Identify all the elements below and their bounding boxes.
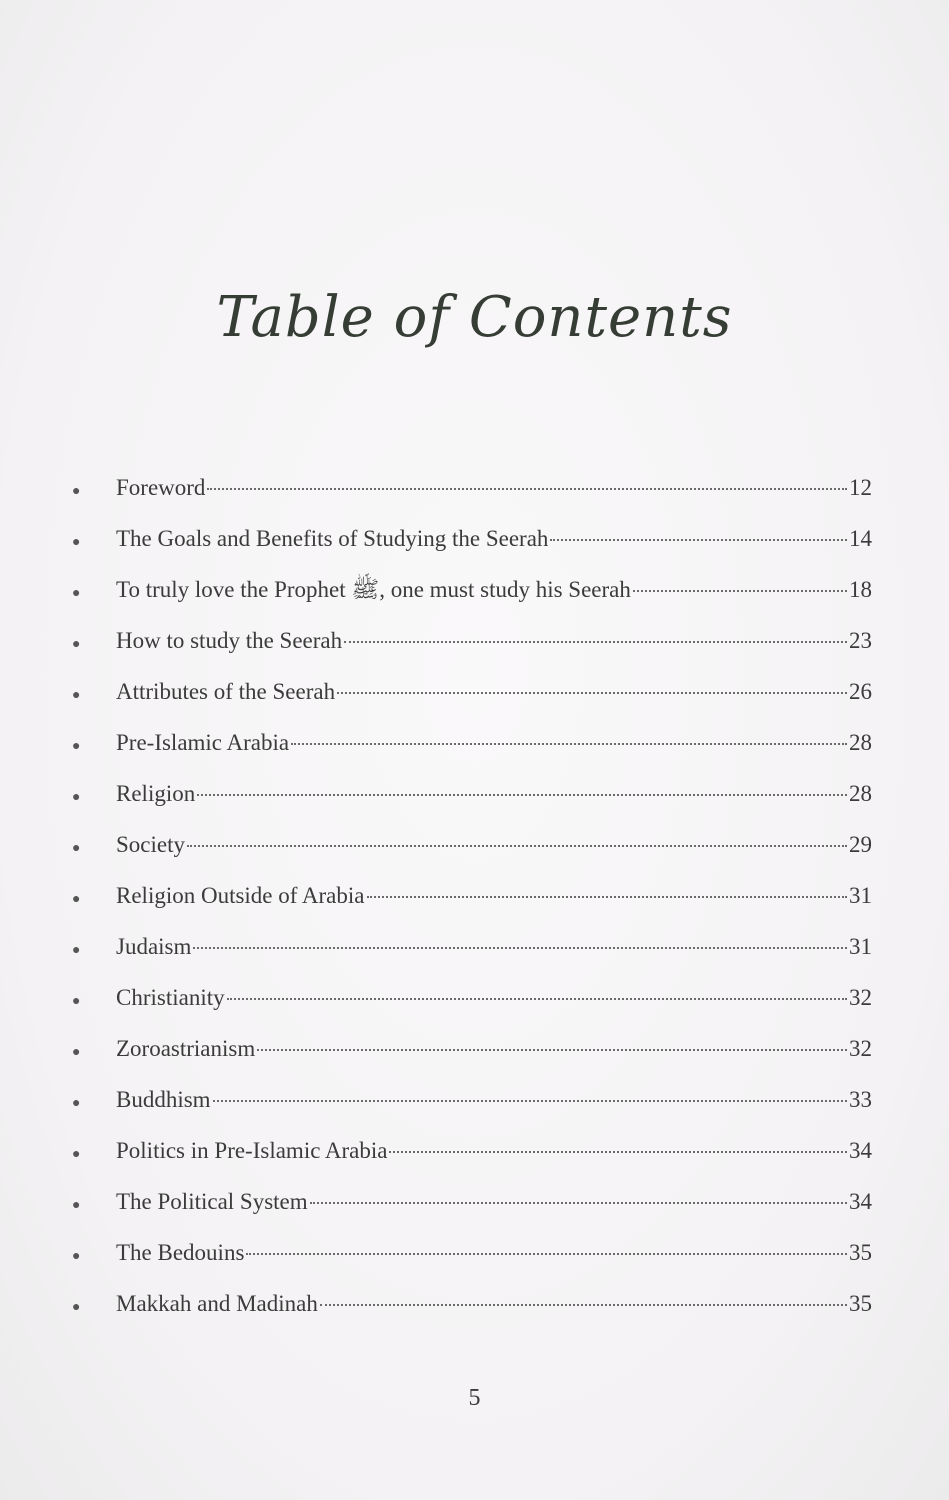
toc-entry-page: 26 [849, 679, 872, 704]
toc-entry [72, 1074, 872, 1125]
dot-leader [193, 947, 847, 949]
toc-entry-title: Judaism [116, 934, 192, 959]
toc-entry-page: 29 [849, 832, 872, 857]
toc-entry [72, 717, 872, 768]
bullet-icon: ● [72, 484, 81, 499]
bullet-icon: ● [72, 535, 81, 550]
dot-leader [344, 641, 847, 643]
toc-entry-title: Makkah and Madinah [116, 1291, 318, 1316]
bullet-icon: ● [72, 943, 81, 958]
toc-entry [72, 666, 872, 717]
table-of-contents [72, 462, 872, 1329]
toc-entry-title: Buddhism [116, 1087, 211, 1112]
toc-entry-page: 18 [849, 577, 872, 602]
dot-leader [187, 845, 847, 847]
bullet-icon: ● [72, 841, 81, 856]
toc-entry [72, 462, 872, 513]
toc-entry [72, 768, 872, 819]
toc-entry-page: 23 [849, 628, 872, 653]
toc-entry [72, 1278, 872, 1329]
page-title: Table of Contents [216, 285, 733, 350]
toc-entry-page: 34 [849, 1189, 872, 1214]
toc-entry-page: 35 [849, 1240, 872, 1265]
toc-entry-title: The Political System [116, 1189, 308, 1214]
toc-entry-page: 34 [849, 1138, 872, 1163]
page-number: 5 [468, 1385, 481, 1411]
toc-entry-page: 31 [849, 934, 872, 959]
dot-leader [389, 1151, 847, 1153]
dot-leader [246, 1253, 847, 1255]
toc-entry [72, 1023, 872, 1074]
toc-entry-title: To truly love the Prophet ﷺ, one must study his Seerah [116, 577, 631, 602]
dot-leader [367, 896, 848, 898]
toc-entry [72, 615, 872, 666]
toc-entry-title: Politics in Pre-Islamic Arabia [116, 1138, 388, 1163]
bullet-icon: ● [72, 1300, 81, 1315]
toc-entry-title: Christianity [116, 985, 225, 1010]
toc-entry [72, 1176, 872, 1227]
toc-entry [72, 564, 872, 615]
toc-entry-title: Religion Outside of Arabia [116, 883, 365, 908]
dot-leader [337, 692, 847, 694]
dot-leader [257, 1049, 847, 1051]
toc-entry-page: 35 [849, 1291, 872, 1316]
toc-entry-page: 28 [849, 781, 872, 806]
toc-entry-page: 33 [849, 1087, 872, 1112]
toc-entry-title: Religion [116, 781, 196, 806]
toc-entry-title: Pre-Islamic Arabia [116, 730, 290, 755]
toc-entry [72, 1227, 872, 1278]
bullet-icon: ● [72, 1045, 81, 1060]
toc-entry-title: Zoroastrianism [116, 1036, 256, 1061]
dot-leader [227, 998, 847, 1000]
bullet-icon: ● [72, 1249, 81, 1264]
toc-entry-page: 31 [849, 883, 872, 908]
bullet-icon: ● [72, 892, 81, 907]
toc-entry [72, 819, 872, 870]
toc-entry-title: Society [116, 832, 185, 857]
toc-entry-page: 28 [849, 730, 872, 755]
dot-leader [291, 743, 847, 745]
toc-entry-page: 32 [849, 985, 872, 1010]
toc-entry-page: 14 [849, 526, 872, 551]
toc-entry [72, 1125, 872, 1176]
bullet-icon: ● [72, 637, 81, 652]
toc-entry-title: Foreword [116, 475, 206, 500]
toc-entry [72, 972, 872, 1023]
dot-leader [633, 590, 847, 592]
bullet-icon: ● [72, 739, 81, 754]
bullet-icon: ● [72, 1147, 81, 1162]
toc-entry-page: 32 [849, 1036, 872, 1061]
dot-leader [197, 794, 847, 796]
dot-leader [213, 1100, 847, 1102]
dot-leader [550, 539, 847, 541]
dot-leader [207, 488, 847, 490]
dot-leader [320, 1304, 847, 1306]
toc-entry-page: 12 [849, 475, 872, 500]
toc-entry-title: The Bedouins [116, 1240, 245, 1265]
bullet-icon: ● [72, 1198, 81, 1213]
toc-entry [72, 513, 872, 564]
toc-entry-title: How to study the Seerah [116, 628, 343, 653]
dot-leader [310, 1202, 847, 1204]
toc-entry-title: The Goals and Benefits of Studying the Seerah [116, 526, 549, 551]
bullet-icon: ● [72, 790, 81, 805]
bullet-icon: ● [72, 994, 81, 1009]
toc-entry-title: Attributes of the Seerah [116, 679, 336, 704]
toc-entry [72, 921, 872, 972]
bullet-icon: ● [72, 688, 81, 703]
bullet-icon: ● [72, 586, 81, 601]
toc-entry [72, 870, 872, 921]
bullet-icon: ● [72, 1096, 81, 1111]
